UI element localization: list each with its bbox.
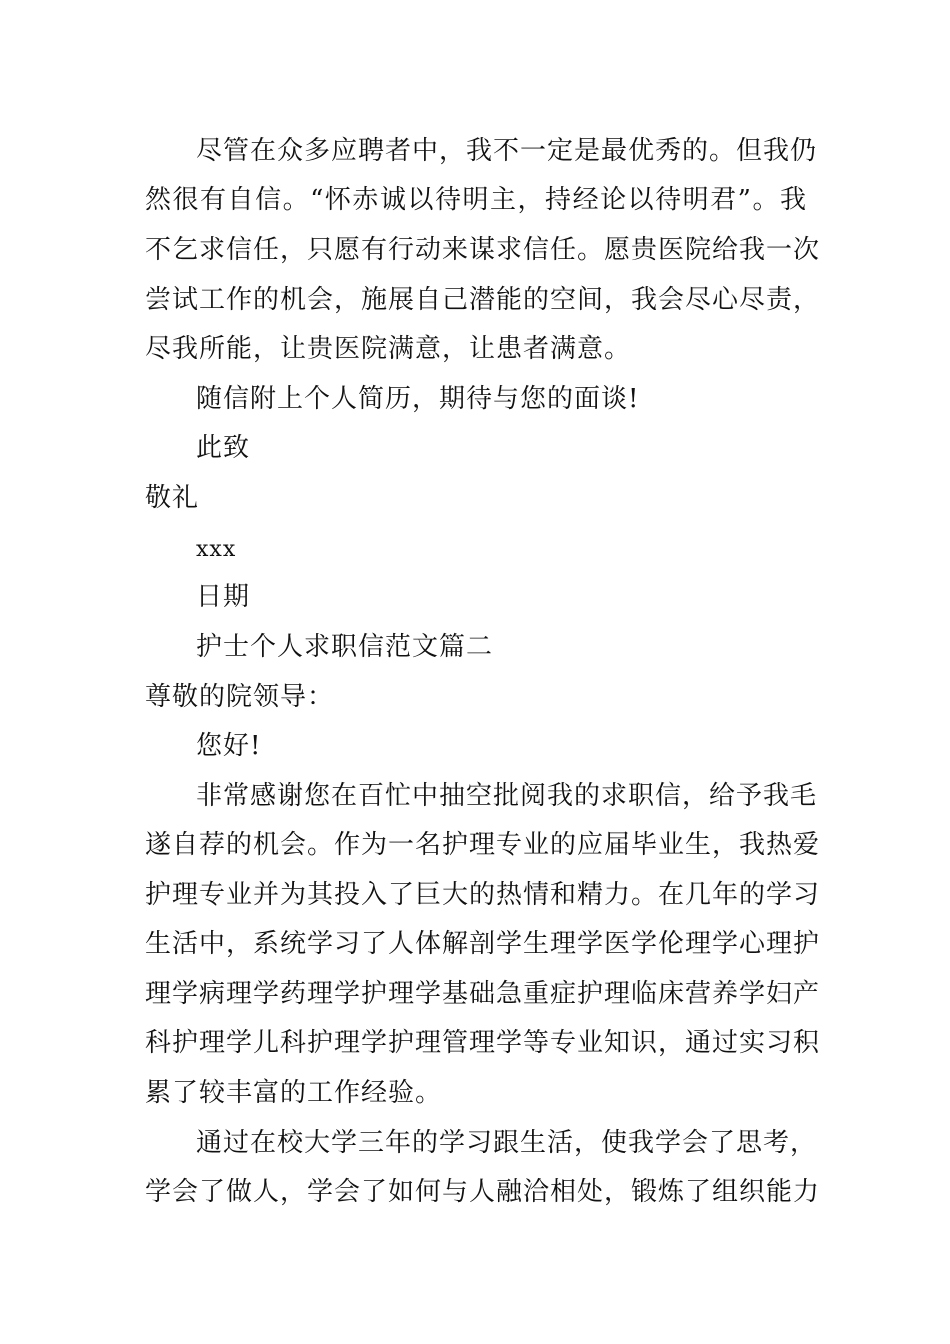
greeting-recipient: 尊敬的院领导： [145, 682, 335, 712]
text-line: 护理专业并为其投入了巨大的热情和精力。在几年的学习 [145, 880, 821, 910]
text-line: 遂自荐的机会。作为一名护理专业的应届毕业生，我热爱 [145, 830, 821, 860]
text-line: 尽我所能，让贵医院满意，让患者满意。 [145, 334, 632, 364]
text-line: 然很有自信。“怀赤诚以待明主，持经论以待明君”。我 [145, 185, 807, 215]
text-line: 非常感谢您在百忙中抽空批阅我的求职信，给予我毛 [196, 781, 818, 811]
text-line: 尽管在众多应聘者中，我不一定是最优秀的。但我仍 [196, 136, 818, 166]
text-line: 科护理学儿科护理学护理管理学等专业知识，通过实习积 [145, 1028, 821, 1058]
text-line: 随信附上个人简历，期待与您的面谈! [196, 384, 640, 414]
text-line: 通过在校大学三年的学习跟生活，使我学会了思考， [196, 1128, 818, 1158]
text-line: 累了较丰富的工作经验。 [145, 1078, 443, 1108]
text-line: 生活中，系统学习了人体解剖学生理学医学伦理学心理护 [145, 929, 821, 959]
closing-salutation: 此致 [196, 433, 251, 463]
text-line: 理学病理学药理学护理学基础急重症护理临床营养学妇产 [145, 979, 821, 1009]
signature-name: xxx [196, 537, 237, 562]
section-title: 护士个人求职信范文篇二 [196, 632, 494, 662]
signature-date: 日期 [196, 582, 251, 612]
text-line: 尝试工作的机会，施展自己潜能的空间，我会尽心尽责， [145, 285, 821, 315]
greeting: 您好! [196, 731, 262, 761]
text-line: 不乞求信任，只愿有行动来谋求信任。愿贵医院给我一次 [145, 235, 821, 265]
text-line: 学会了做人，学会了如何与人融洽相处，锻炼了组织能力 [145, 1177, 821, 1207]
closing-regards: 敬礼 [145, 483, 200, 513]
